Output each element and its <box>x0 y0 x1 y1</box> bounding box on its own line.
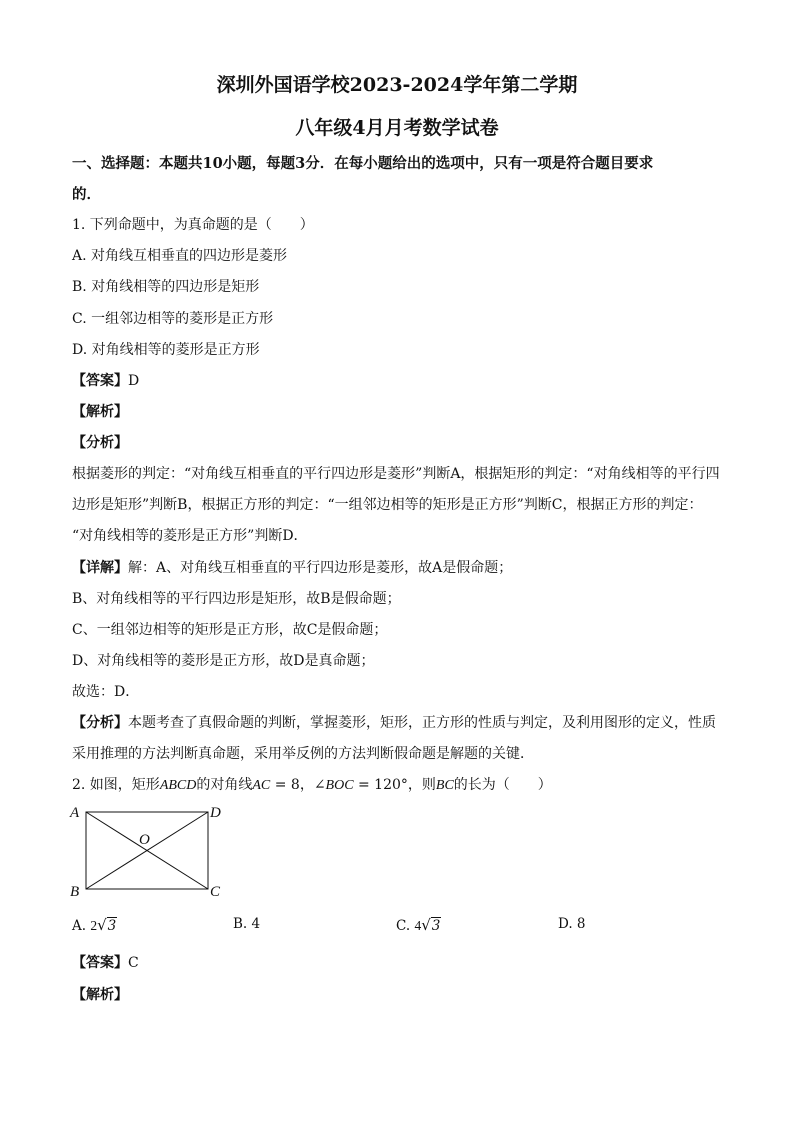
q1-fenxi-line1: 根据菱形的判定：“对角线互相垂直的平行四边形是菱形”判断A，根据矩形的判定：“对角线相等的平行四 <box>72 466 720 482</box>
answer-label: 【答案】 <box>72 955 128 971</box>
q2-option-a <box>72 916 117 934</box>
answer-label: 【答案】 <box>72 373 128 389</box>
q1-summary-line1 <box>72 712 716 732</box>
answer-value: D <box>128 373 140 389</box>
q1-answer <box>72 370 139 390</box>
q2-stem-abcd: ABCD <box>159 778 197 793</box>
q1-detail-line5: 故选：D． <box>72 684 140 700</box>
center-label-o: O <box>139 832 150 848</box>
sqrt-sign: √ <box>97 916 107 934</box>
q1-option-b: B. 对角线相等的四边形是矩形 <box>72 279 260 295</box>
detail-label: 【详解】 <box>72 560 128 576</box>
q1-detail-line2: B、对角线相等的平行四边形是矩形，故B是假命题； <box>72 591 401 607</box>
q1-fenxi-line2: 边形是矩形”判断B，根据正方形的判定：“一组邻边相等的矩形是正方形”判断C，根据正方形的判定： <box>72 497 703 513</box>
answer-value: C <box>128 955 139 971</box>
q2-stem-mid2: ，则 <box>407 777 436 793</box>
section-heading-line1: 一、选择题：本题共10小题，每题3分．在每小题给出的选项中，只有一项是符合题目要求 <box>72 155 654 172</box>
q2-option-c-radicand: 3 <box>431 918 441 934</box>
q2-answer <box>72 952 139 972</box>
vertex-label-d: D <box>210 805 221 821</box>
vertex-label-a: A <box>70 805 80 821</box>
q2-stem-bc: BC <box>435 778 454 793</box>
detail-text: 解：A、对角线互相垂直的平行四边形是菱形，故A是假命题； <box>128 560 513 576</box>
q1-option-c: C. 一组邻边相等的菱形是正方形 <box>72 311 274 327</box>
q2-option-c <box>396 916 441 934</box>
q1-stem: 1. 下列命题中，为真命题的是（ ） <box>72 217 314 233</box>
q1-detail-line4: D、对角线相等的菱形是正方形，故D是真命题； <box>72 653 375 669</box>
q2-option-c-prefix: C. <box>396 918 415 934</box>
section-heading-line2: 的． <box>72 186 101 203</box>
sqrt-sign: √ <box>421 916 431 934</box>
q2-jiexi-label: 【解析】 <box>72 987 128 1003</box>
exam-title-line1: 深圳外国语学校2023-2024学年第二学期 <box>216 74 578 96</box>
q2-stem-angle: ∠BOC <box>313 778 354 793</box>
q2-stem-eq8: = 8 <box>270 777 300 793</box>
q1-option-a: A. 对角线互相垂直的四边形是菱形 <box>72 248 288 264</box>
q1-detail-line3: C、一组邻边相等的矩形是正方形，故C是假命题； <box>72 622 388 638</box>
q2-option-a-coef: 2 <box>90 918 98 933</box>
q1-fenxi-line3: “对角线相等的菱形是正方形”判断D． <box>72 528 308 544</box>
q1-jiexi-label: 【解析】 <box>72 404 128 420</box>
q2-option-b: B. 4 <box>233 916 261 932</box>
q2-stem-ac: AC <box>252 778 271 793</box>
q2-stem-eq120: = 120° <box>353 777 408 793</box>
rectangle-figure <box>68 802 238 902</box>
q1-fenxi-label: 【分析】 <box>72 435 128 451</box>
q2-stem-comma: ， <box>299 777 314 793</box>
q1-detail-line1 <box>72 557 512 577</box>
q2-stem-prefix: 2. 如图，矩形 <box>72 777 160 793</box>
summary-label: 【分析】 <box>72 715 128 731</box>
q2-option-c-coef: 4 <box>414 918 422 933</box>
exam-title-line2: 八年级4月月考数学试卷 <box>295 117 499 139</box>
q1-summary-line2: 采用推理的方法判断真命题，采用举反例的方法判断假命题是解题的关键． <box>72 746 534 762</box>
q2-stem <box>72 774 552 794</box>
vertex-label-c: C <box>210 884 221 900</box>
summary-text: 本题考查了真假命题的判断，掌握菱形，矩形，正方形的性质与判定，及利用图形的定义，性质 <box>128 715 716 731</box>
q2-option-a-radicand: 3 <box>107 918 117 934</box>
vertex-label-b: B <box>70 884 80 900</box>
q2-option-d: D. 8 <box>558 916 586 932</box>
q2-option-a-prefix: A. <box>72 918 91 934</box>
q1-option-d: D. 对角线相等的菱形是正方形 <box>72 342 260 358</box>
q2-stem-suffix: 的长为（ ） <box>453 777 552 793</box>
q2-stem-mid1: 的对角线 <box>196 777 253 793</box>
